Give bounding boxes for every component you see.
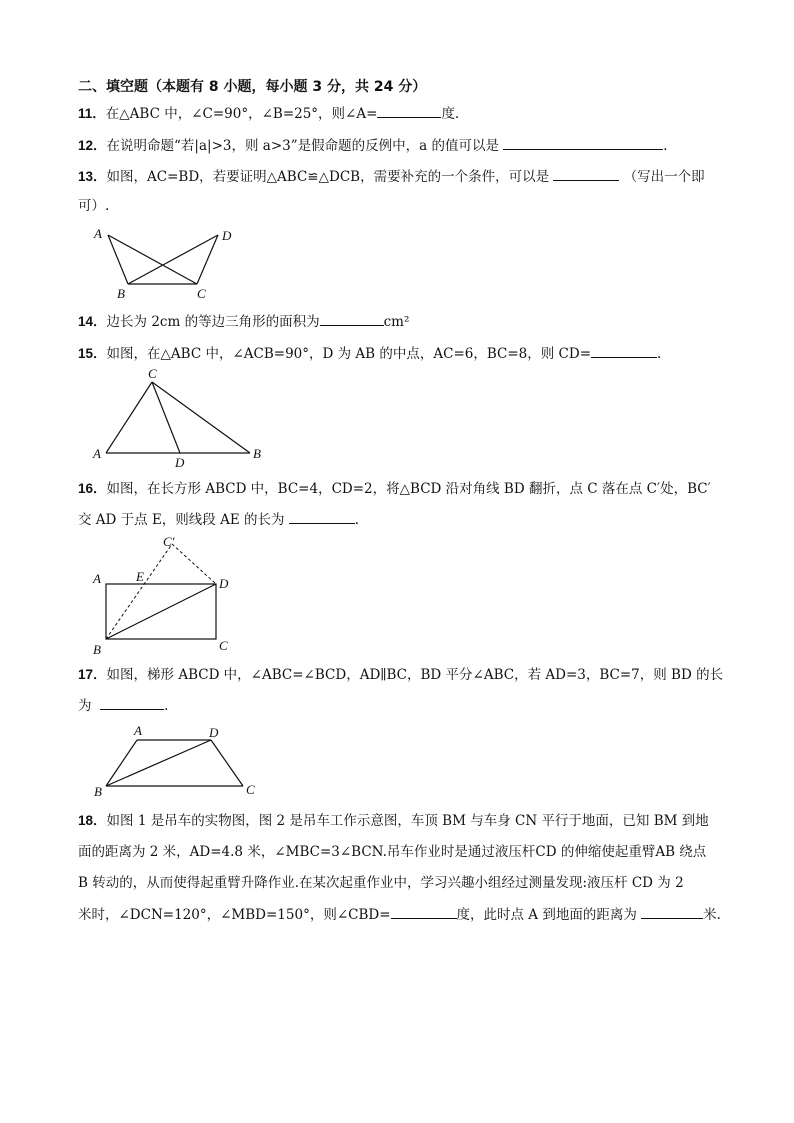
question-13-continued	[78, 197, 109, 215]
label-e: E	[136, 569, 144, 584]
question-17-continued	[78, 696, 168, 715]
question-18-line-4	[78, 905, 721, 924]
label-c: C	[197, 286, 206, 301]
question-text: cm²	[383, 314, 410, 330]
question-text: .	[354, 512, 360, 528]
question-13	[78, 167, 705, 186]
question-number: 15．	[78, 346, 107, 361]
question-text: 在说明命题“若|a|>3，则 a>3”是假命题的反例中，a 的值可以是	[106, 138, 499, 154]
question-text: 如图 1 是吊车的实物图，图 2 是吊车工作示意图，车顶 BM 与车身 CN 平行于地面，已知 BM 到地	[106, 813, 709, 829]
figure-q17	[90, 720, 265, 805]
answer-blank[interactable]	[641, 905, 703, 919]
segment-c-prime-d	[172, 544, 216, 584]
answer-blank[interactable]	[503, 136, 663, 150]
label-a: A	[94, 226, 102, 241]
question-18-line-2	[78, 843, 706, 861]
label-c: C	[219, 638, 228, 653]
question-text: B 转动的，从而使得起重臂升降作业.在某次起重作业中，学习兴趣小组经过测量发现:液压杆 CD 为 2	[78, 875, 684, 891]
question-text: 米.	[703, 907, 721, 923]
answer-blank[interactable]	[377, 104, 441, 118]
question-16-continued	[78, 510, 359, 529]
segment-bd	[128, 235, 218, 284]
figure-q15	[90, 366, 275, 471]
question-text: .	[663, 138, 668, 154]
label-c-prime: C′	[163, 534, 175, 549]
question-text: 可）.	[78, 198, 110, 214]
label-c: C	[246, 782, 255, 797]
answer-blank[interactable]	[100, 696, 164, 710]
figure-q16	[90, 534, 245, 659]
question-15	[78, 344, 661, 363]
label-a: A	[93, 446, 101, 461]
question-text: 如图，在长方形 ABCD 中，BC=4，CD=2，将△BCD 沿对角线 BD 翻折，点 C 落在点 C′处，BC′	[106, 481, 711, 497]
question-text: 交 AD 于点 E，则线段 AE 的长为	[78, 512, 285, 528]
segment-ac	[106, 382, 152, 453]
label-b: B	[117, 286, 125, 301]
label-a: A	[134, 723, 142, 738]
question-text: （写出一个即	[623, 169, 705, 185]
question-number: 18．	[78, 813, 107, 828]
label-d: D	[209, 725, 219, 740]
question-12	[78, 136, 668, 155]
figure-q13	[90, 222, 250, 302]
question-number: 11．	[78, 106, 106, 121]
label-a: A	[93, 571, 101, 586]
question-number: 16．	[78, 481, 107, 496]
label-b: B	[253, 446, 261, 461]
question-text: .	[164, 698, 169, 714]
segment-ac	[108, 235, 197, 284]
question-18-line-3	[78, 874, 684, 892]
question-18	[78, 812, 709, 830]
question-text: 度，此时点 A 到地面的距离为	[456, 907, 637, 923]
segment-cd	[197, 235, 218, 284]
diagonal-bd	[106, 584, 216, 639]
answer-blank[interactable]	[289, 510, 355, 524]
question-14	[78, 312, 409, 331]
question-text: 如图，AC=BD，若要证明△ABC≌△DCB，需要补充的一个条件，可以是	[106, 169, 550, 185]
answer-blank[interactable]	[553, 167, 619, 181]
segment-bc-prime	[106, 544, 172, 639]
label-c: C	[148, 366, 157, 381]
question-text: 面的距离为 2 米，AD=4.8 米，∠MBC=3∠BCN.吊车作业时是通过液压杆CD 的伸缩使起重臂AB 绕点	[78, 844, 707, 860]
question-text: 度.	[441, 106, 460, 122]
segment-ab	[108, 235, 128, 284]
section-heading: 二、填空题（本题有 8 小题，每小题 3 分，共 24 分）	[78, 79, 427, 95]
label-b: B	[94, 784, 102, 799]
label-d: D	[219, 576, 229, 591]
label-d: D	[222, 228, 232, 243]
question-number: 14．	[78, 314, 107, 329]
question-text: 为	[78, 698, 92, 714]
question-17	[78, 666, 723, 684]
segment-dc	[211, 740, 243, 786]
question-text: 如图，梯形 ABCD 中，∠ABC=∠BCD，AD∥BC，BD 平分∠ABC，若 AD=3，BC=7，则 BD 的长	[106, 667, 724, 683]
segment-cb	[152, 382, 250, 453]
answer-blank[interactable]	[391, 905, 457, 919]
label-d: D	[175, 455, 185, 470]
question-number: 12．	[78, 138, 107, 153]
question-16	[78, 480, 711, 498]
question-number: 17．	[78, 667, 107, 682]
question-number: 13．	[78, 169, 107, 184]
answer-blank[interactable]	[320, 312, 384, 326]
question-11	[78, 104, 459, 123]
question-text: .	[657, 346, 662, 362]
answer-blank[interactable]	[591, 344, 657, 358]
question-text: 如图，在△ABC 中，∠ACB=90°，D 为 AB 的中点，AC=6，BC=8，则 CD=	[106, 346, 592, 362]
label-b: B	[93, 642, 101, 657]
question-text: 在△ABC 中，∠C=90°，∠B=25°，则∠A=	[105, 106, 378, 122]
question-text: 边长为 2cm 的等边三角形的面积为	[106, 314, 320, 330]
question-text: 米时，∠DCN=120°，∠MBD=150°，则∠CBD=	[78, 907, 391, 923]
